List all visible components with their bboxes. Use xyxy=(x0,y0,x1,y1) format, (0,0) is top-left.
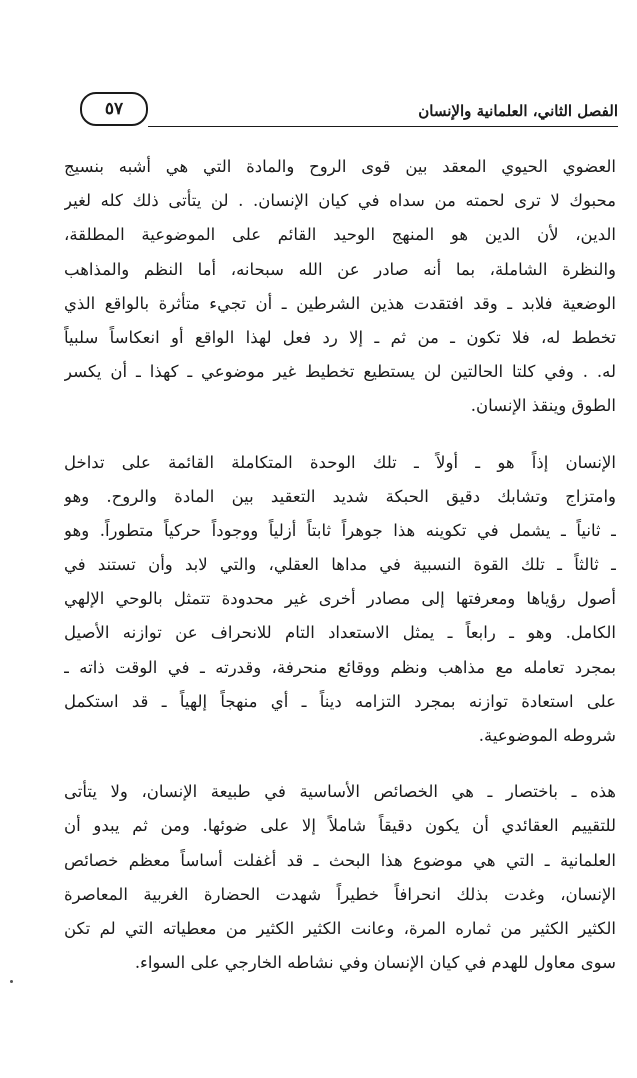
text-line: الإنسان، وغدت بذلك انحرافاً خطيراً شهدت الحضارة الغربية المعاصرة xyxy=(64,884,616,904)
text-line: للتقييم العقائدي أن يكون دقيقاً شاملاً إلا على ضوئها. ومن ثم يبدو أن xyxy=(64,816,616,836)
text-line: بمجرد تعامله مع مذاهب ونظم ووقائع منحرفة، وقدرته ـ في الوقت ذاته ـ xyxy=(64,657,616,677)
text-line: الإنسان إذاً هو ـ أولاً ـ تلك الوحدة المتكاملة القائمة على تداخل xyxy=(64,452,616,472)
text-line: العلمانية ـ التي هي موضوع هذا البحث ـ قد أغفلت أساساً معظم خصائص xyxy=(64,850,616,870)
body-text xyxy=(64,150,616,1002)
text-line: على استعادة توازنه بمجرد التزامه ديناً ـ أي منهجاً إلهياً ـ قد استكمل xyxy=(64,691,616,711)
text-line: الطوق وينقذ الإنسان. xyxy=(470,396,616,416)
text-line: الوضعية فلابد ـ وقد افتقدت هذين الشرطين ـ أن تجيء متأثرة بالواقع الذي xyxy=(64,293,616,313)
running-title: الفصل الثاني، العلمانية والإنسان xyxy=(418,102,618,120)
text-line: الدين، لأن الدين هو المنهج الوحيد القائم على الموضوعية المطلقة، xyxy=(64,225,616,245)
text-line: الكامل. وهو ـ رابعاً ـ يمثل الاستعداد التام للانحراف عن توازنه الأصيل xyxy=(64,623,616,643)
text-line: وامتزاج وتشابك دقيق الحبكة شديد التعقيد بين المادة والروح. وهو xyxy=(64,486,616,506)
text-line: العضوي الحيوي المعقد بين قوى الروح والمادة التي هي أشبه بنسيج xyxy=(64,157,616,176)
text-line: ـ ثانياً ـ يشمل في تكوينه هذا جوهراً ثابتاً أزلياً ووجوداً حركياً متطوراً. وهو xyxy=(64,520,616,540)
paragraph-3 xyxy=(64,775,616,980)
text-line: هذه ـ باختصار ـ هي الخصائص الأساسية في طبيعة الإنسان، ولا يتأتى xyxy=(64,782,616,802)
text-line: له. . وفي كلتا الحالتين لن يستطيع تخطيط غير موضوعي ـ كهذا ـ أن يكسر xyxy=(64,362,616,382)
text-line: سوى معاول للهدم في كيان الإنسان وفي نشاطه الخارجي على السواء. xyxy=(134,953,616,973)
text-line: أصول رؤياها ومعرفتها إلى مصادر أخرى غير محدودة تتمثل بالوحي الإلهي xyxy=(64,589,616,609)
text-line: شروطه الموضوعية. xyxy=(478,726,616,745)
text-line: الكثير الكثير من ثماره المرة، وعانت الكثير الكثير من معطياته التي لم تكن xyxy=(64,918,616,938)
paragraph-2 xyxy=(64,446,616,754)
page-number: ٥٧ xyxy=(80,92,148,126)
text-line: والنظرة الشاملة، بما أنه صادر عن الله سبحانه، أما النظم والمذاهب xyxy=(64,259,616,279)
text-line: ـ ثالثاً ـ تلك القوة النسبية في مداها العقلي، والتي لابد وأن تستند في xyxy=(64,555,616,575)
header-rule xyxy=(148,126,618,127)
paragraph-1 xyxy=(64,150,616,424)
text-line: تخطط له، فلا تكون ـ من ثم ـ إلا رد فعل لهذا الواقع أو انعكاساً سلبياً xyxy=(64,327,616,347)
text-line: محبوك لا ترى لحمته من سداه في كيان الإنسان. . لن يتأتى ذلك كله لغير xyxy=(64,191,616,211)
page-header xyxy=(70,88,618,130)
margin-mark xyxy=(10,980,13,983)
